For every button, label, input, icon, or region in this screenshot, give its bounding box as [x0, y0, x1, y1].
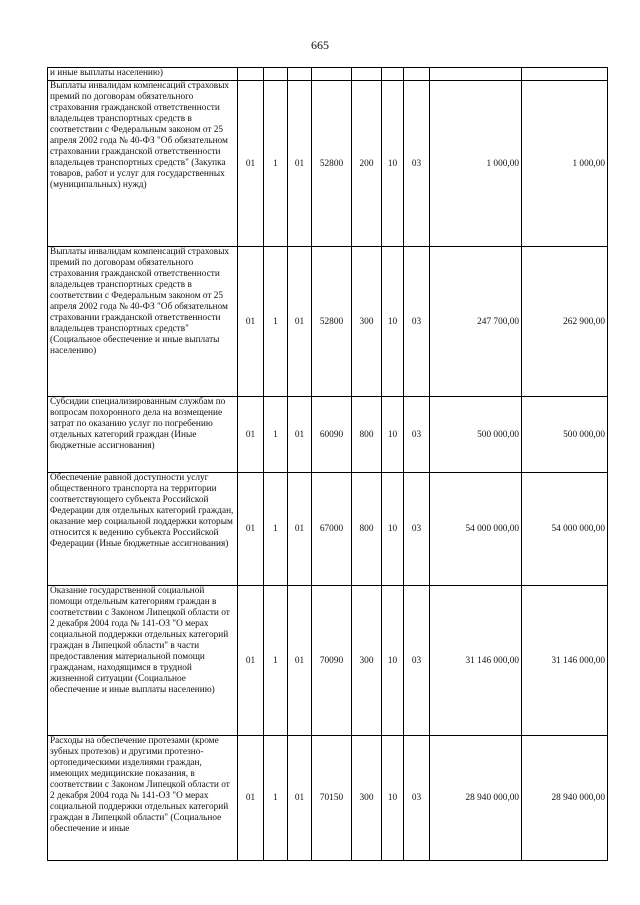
amount-cell: 31 146 000,00 [430, 586, 522, 736]
code-cell: 67000 [312, 473, 352, 586]
code-cell: 03 [404, 736, 430, 861]
amount-cell: 54 000 000,00 [430, 473, 522, 586]
code-cell: 01 [238, 473, 264, 586]
table-row [48, 81, 608, 247]
code-cell: 01 [238, 586, 264, 736]
row-description: Расходы на обеспечение протезами (кроме зубных протезов) и другими протезно-ортопедическими изделиями граждан, имеющих медицинские показания, в соответствии с Законом Липецкой области от 2 декабря 2004 года № 141-ОЗ "О мерах социальной поддержки отдельных категорий граждан в Липецкой области" (Социальное обеспечение и иные [48, 736, 238, 861]
amount-cell: 28 940 000,00 [522, 736, 608, 861]
code-cell [404, 68, 430, 81]
amount-cell: 500 000,00 [430, 397, 522, 473]
code-cell: 1 [264, 736, 288, 861]
code-cell: 10 [382, 81, 404, 247]
code-cell: 300 [352, 247, 382, 397]
code-cell: 03 [404, 81, 430, 247]
code-cell: 03 [404, 397, 430, 473]
amount-cell: 262 900,00 [522, 247, 608, 397]
budget-table [47, 67, 608, 861]
code-cell [238, 68, 264, 81]
row-description: Выплаты инвалидам компенсаций страховых премий по договорам обязательного страхования гражданской ответственности владельцев транспортных средств в соответствии с Федеральным законом от 25 апреля 2002 года № 40-ФЗ "Об обязательном страховании гражданской ответственности владельцев транспортных средств" (Закупка товаров, работ и услуг для государственных (муниципальных) нужд) [48, 81, 238, 247]
table-row [48, 473, 608, 586]
table-row [48, 247, 608, 397]
code-cell: 10 [382, 586, 404, 736]
code-cell: 03 [404, 247, 430, 397]
table-row [48, 736, 608, 861]
row-description: Обеспечение равной доступности услуг общественного транспорта на территории соответствующего субъекта Российской Федерации для отдельных категорий граждан, оказание мер социальной поддержки которым относится к ведению субъекта Российской Федерации (Иные бюджетные ассигнования) [48, 473, 238, 586]
code-cell: 01 [288, 81, 312, 247]
code-cell: 60090 [312, 397, 352, 473]
code-cell: 800 [352, 397, 382, 473]
code-cell: 300 [352, 736, 382, 861]
amount-cell: 247 700,00 [430, 247, 522, 397]
code-cell: 01 [238, 397, 264, 473]
table-row [48, 586, 608, 736]
code-cell: 800 [352, 473, 382, 586]
code-cell: 1 [264, 473, 288, 586]
amount-cell: 31 146 000,00 [522, 586, 608, 736]
code-cell [352, 68, 382, 81]
code-cell: 01 [238, 736, 264, 861]
code-cell: 03 [404, 473, 430, 586]
row-description: Оказание государственной социальной помощи отдельным категориям граждан в соответствии с Законом Липецкой области от 2 декабря 2004 года № 141-ОЗ "О мерах социальной поддержки отдельных категорий граждан в Липецкой области" в части предоставления материальной помощи гражданам, находящимся в трудной жизненной ситуации (Социальное обеспечение и иные выплаты населению) [48, 586, 238, 736]
code-cell: 01 [238, 81, 264, 247]
code-cell: 200 [352, 81, 382, 247]
code-cell: 70150 [312, 736, 352, 861]
code-cell: 01 [288, 736, 312, 861]
table-row [48, 397, 608, 473]
amount-cell: 54 000 000,00 [522, 473, 608, 586]
code-cell: 300 [352, 586, 382, 736]
row-description: Субсидии специализированным службам по вопросам похоронного дела на возмещение затрат по оказанию услуг по погребению отдельных категорий граждан (Иные бюджетные ассигнования) [48, 397, 238, 473]
row-description: Выплаты инвалидам компенсаций страховых премий по договорам обязательного страхования гражданской ответственности владельцев транспортных средств в соответствии с Федеральным законом от 25 апреля 2002 года № 40-ФЗ "Об обязательном страховании гражданской ответственности владельцев транспортных средств" (Социальное обеспечение и иные выплаты населению) [48, 247, 238, 397]
code-cell: 1 [264, 586, 288, 736]
code-cell: 10 [382, 247, 404, 397]
code-cell: 1 [264, 81, 288, 247]
amount-cell [430, 68, 522, 81]
code-cell: 70090 [312, 586, 352, 736]
code-cell [264, 68, 288, 81]
code-cell: 01 [288, 247, 312, 397]
amount-cell: 28 940 000,00 [430, 736, 522, 861]
code-cell: 52800 [312, 81, 352, 247]
code-cell: 1 [264, 397, 288, 473]
table-row [48, 68, 608, 81]
code-cell: 1 [264, 247, 288, 397]
code-cell [312, 68, 352, 81]
amount-cell: 1 000,00 [522, 81, 608, 247]
code-cell: 10 [382, 736, 404, 861]
row-description: и иные выплаты населению) [48, 68, 238, 81]
code-cell: 10 [382, 397, 404, 473]
amount-cell [522, 68, 608, 81]
code-cell: 52800 [312, 247, 352, 397]
code-cell: 01 [288, 473, 312, 586]
code-cell [382, 68, 404, 81]
page-number: 665 [311, 38, 329, 52]
amount-cell: 500 000,00 [522, 397, 608, 473]
amount-cell: 1 000,00 [430, 81, 522, 247]
code-cell: 10 [382, 473, 404, 586]
code-cell: 01 [238, 247, 264, 397]
code-cell: 03 [404, 586, 430, 736]
code-cell [288, 68, 312, 81]
code-cell: 01 [288, 586, 312, 736]
code-cell: 01 [288, 397, 312, 473]
